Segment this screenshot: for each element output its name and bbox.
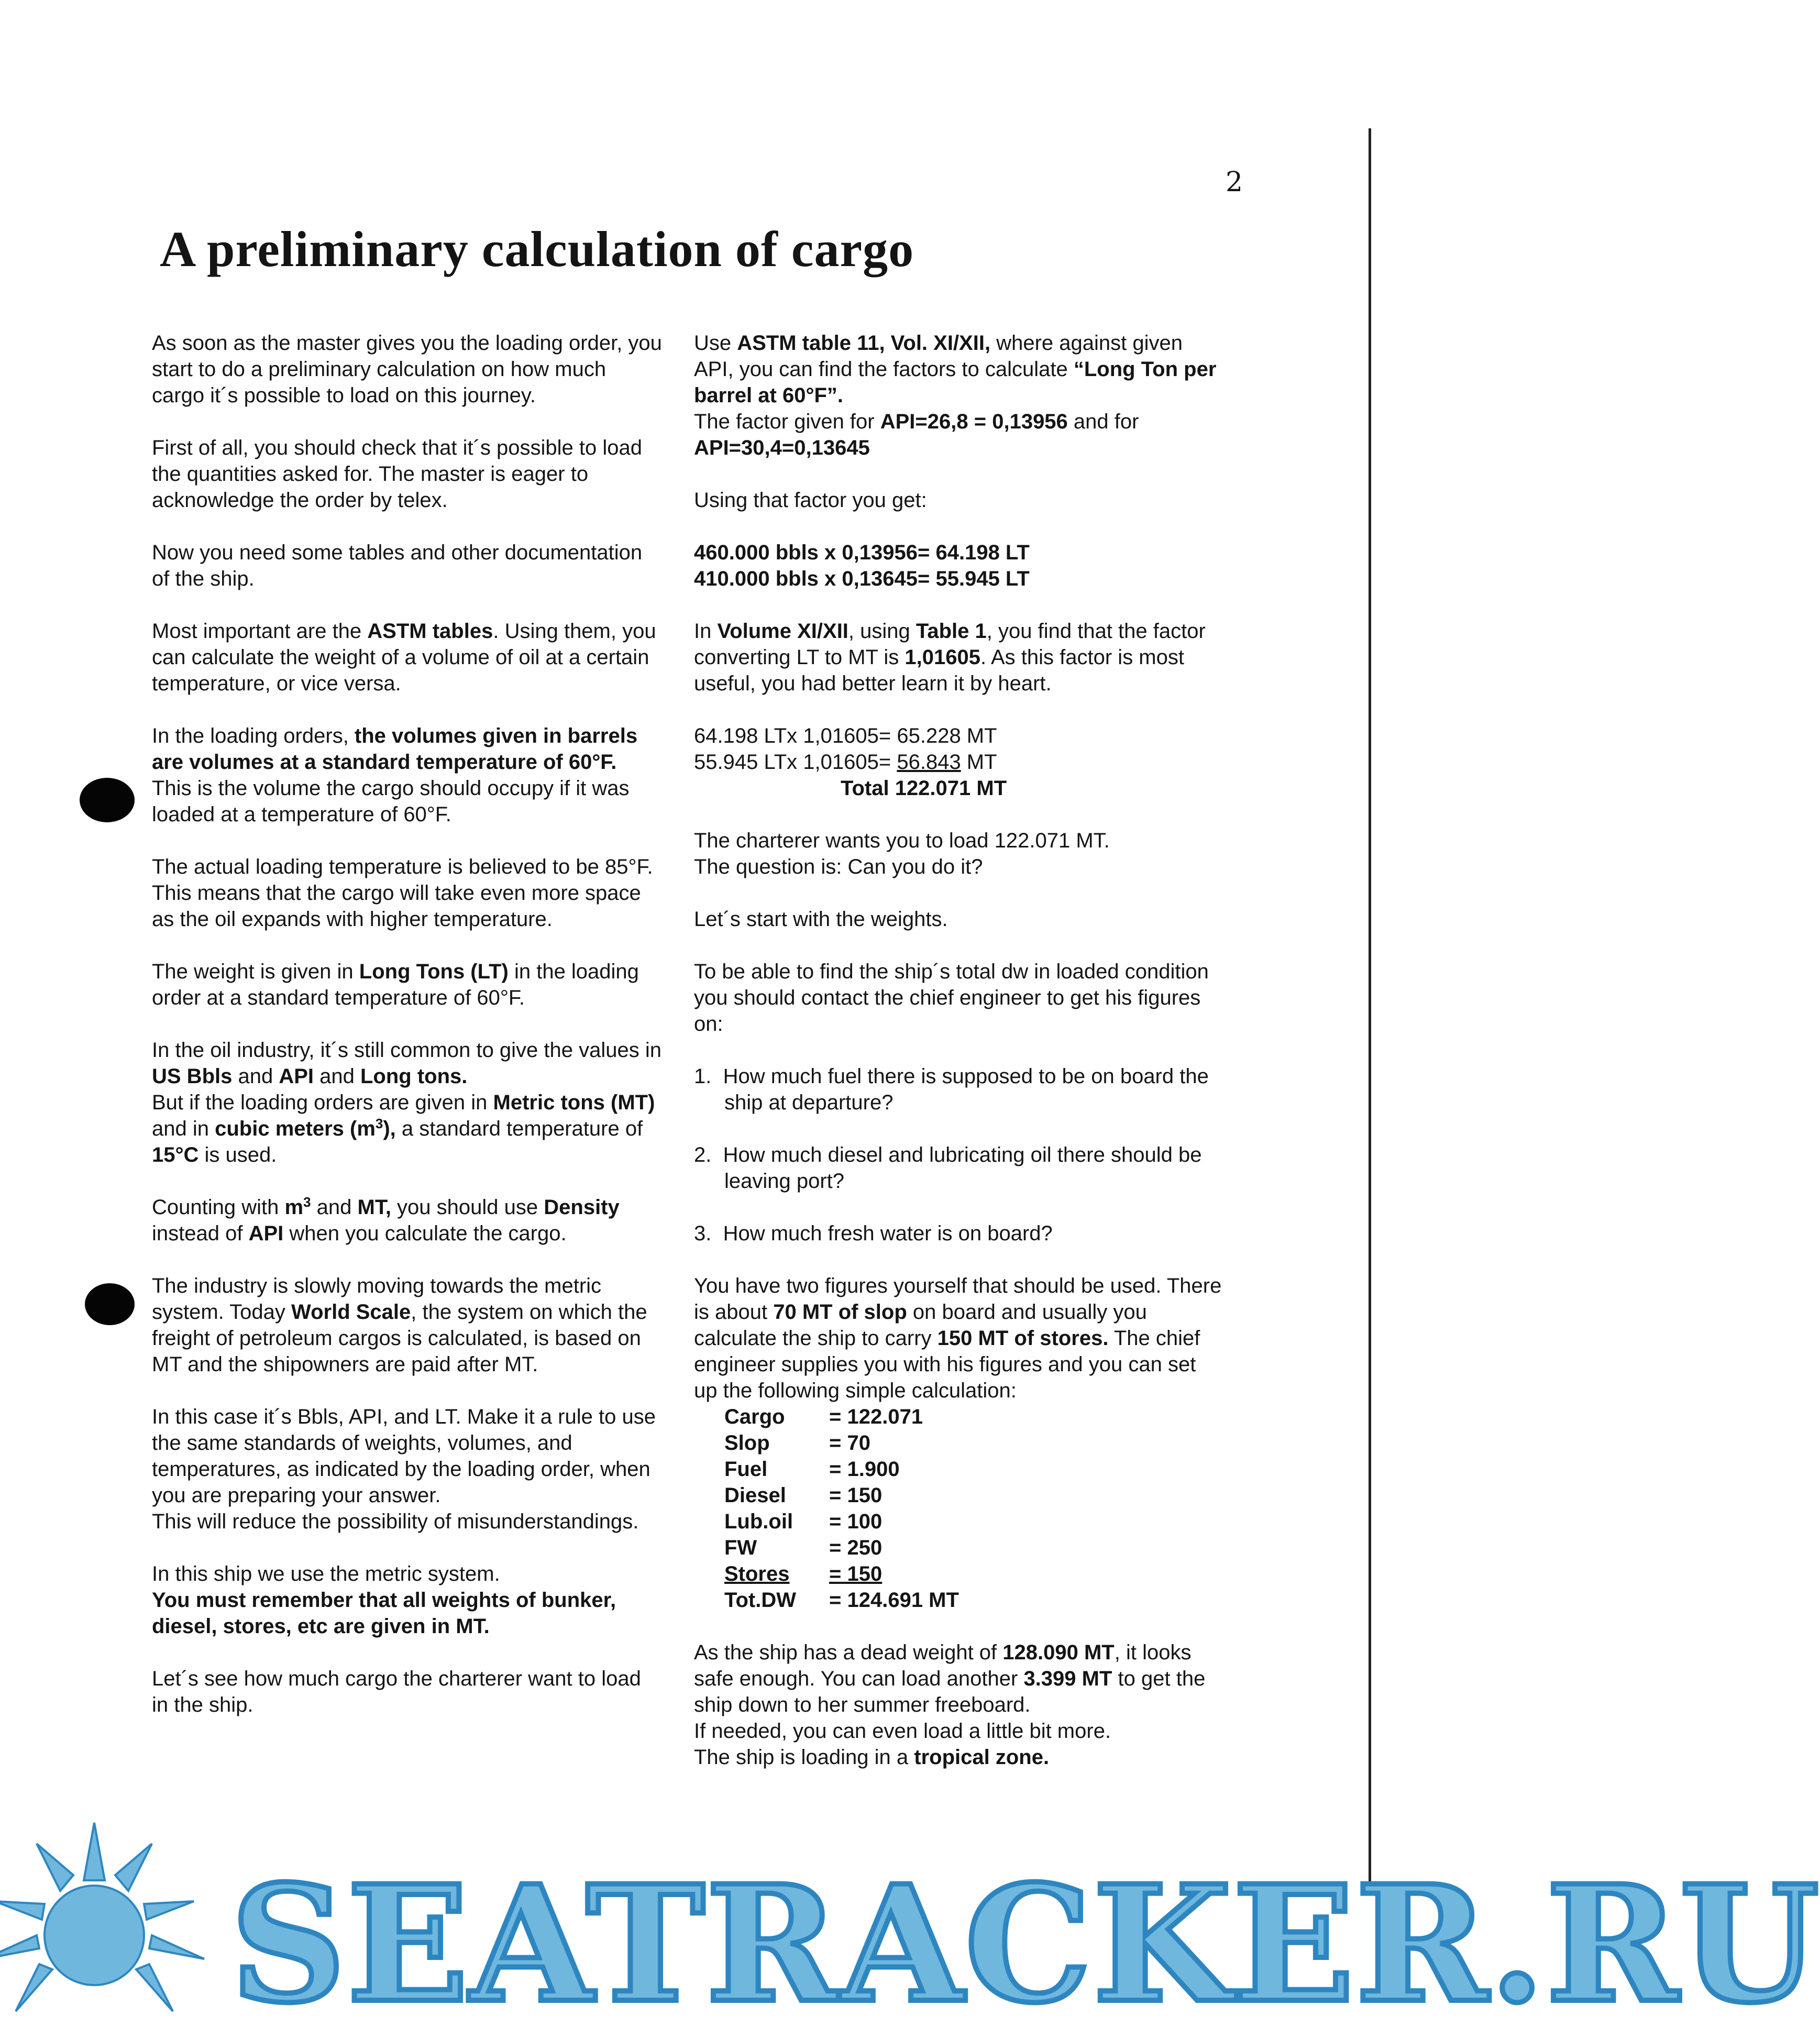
paragraph: You have two figures yourself that should be used. There is about 70 MT of slop on board and usually you calculate the ship to carry 150 MT of stores. The chief engineer supplies you with his figures and you can set up the following simple calculation:: [694, 1274, 1222, 1402]
table-row: Slop = 70: [724, 1431, 870, 1455]
conversion-block: 64.198 LTx 1,01605= 65.228 MT 55.945 LTx 1,01605= 56.843 MT Total 122.071 MT: [694, 723, 1223, 801]
table-row: Stores = 150: [724, 1562, 883, 1585]
table-row: Diesel = 150: [724, 1484, 883, 1507]
calculation-block: 460.000 bbls x 0,13956= 64.198 LT 410.000 bbls x 0,13645= 55.945 LT: [694, 541, 1030, 590]
paragraph: The actual loading temperature is believed to be 85°F. This means that the cargo will take even more space as the oil expands with higher temperature.: [152, 855, 653, 931]
page-number: 2: [1226, 167, 1243, 198]
table-row: Cargo = 122.071: [724, 1405, 923, 1428]
right-column: [694, 330, 1223, 1797]
punch-hole-mark-lower: [85, 1283, 135, 1325]
table-row: Lub.oil = 100: [724, 1510, 883, 1533]
list-item: 2. How much diesel and lubricating oil there should be leaving port?: [694, 1143, 1202, 1193]
paragraph: Using that factor you get:: [694, 489, 927, 512]
paragraph: In Volume XI/XII, using Table 1, you find that the factor converting LT to MT is 1,01605. As this factor is most useful, you had better learn it by heart.: [694, 620, 1206, 695]
list-item: 3. How much fresh water is on board?: [694, 1222, 1053, 1245]
margin-rule: [1369, 128, 1371, 1893]
table-row: Fuel = 1.900: [724, 1458, 900, 1481]
paragraph: First of all, you should check that it´s possible to load the quantities asked for. The master is eager to acknowledge the order by telex.: [152, 436, 643, 512]
paragraph: Use ASTM table 11, Vol. XI/XII, where against given API, you can find the factors to calculate “Long Ton per barrel at 60°F”. The factor given for API=26,8 = 0,13956 and for API=30,4=0,13645: [694, 332, 1217, 459]
paragraph: In this ship we use the metric system. You must remember that all weights of bunker, diesel, stores, etc are given in MT.: [152, 1562, 616, 1638]
paragraph: Counting with $m^3$ and MT, you should use Density instead of API when you calculate the cargo.: [152, 1194, 620, 1245]
paragraph: Let´s see how much cargo the charterer want to load in the ship.: [152, 1667, 641, 1716]
conversion-total: Total 122.071 MT: [841, 777, 1007, 800]
paragraph: The industry is slowly moving towards the metric system. Today World Scale, the system on which the freight of petroleum cargos is calculated, is based on MT and the shipowners are paid after MT.: [152, 1274, 647, 1376]
paragraph: The charterer wants you to load 122.071 MT. The question is: Can you do it?: [694, 829, 1110, 878]
sun-icon: [45, 1886, 144, 1985]
table-row: Tot.DW = 124.691 MT: [724, 1589, 959, 1612]
question-list: [694, 1063, 1223, 1247]
paragraph: In the oil industry, it´s still common to give the values in US Bbls and API and Long tons. But if the loading orders are given in Metric tons (MT) and in cubic meters $(m^3)$, a standard temperature of 15°C is used.: [152, 1039, 662, 1166]
watermark-text: SEATRACKER.RU: [230, 1850, 1820, 2038]
paragraph: As soon as the master gives you the loading order, you start to do a preliminary calculation on how much cargo it´s possible to load on this journey.: [152, 332, 662, 407]
paragraph: Most important are the ASTM tables. Using them, you can calculate the weight of a volume of oil at a certain temperature, or vice versa.: [152, 620, 656, 695]
punch-hole-mark-upper: [80, 778, 135, 822]
left-column: [152, 330, 663, 1744]
paragraph: The weight is given in Long Tons (LT) in the loading order at a standard temperature of 60°F.: [152, 960, 639, 1009]
list-item: 1. How much fuel there is supposed to be on board the ship at departure?: [694, 1065, 1209, 1114]
paragraph: In this case it´s Bbls, API, and LT. Make it a rule to use the same standards of weights, volumes, and temperatures, as indicated by the loading order, when you are preparing your answer. This will reduce the possibility of misunderstandings.: [152, 1405, 656, 1533]
deadweight-table: [724, 1404, 959, 1613]
paragraph: To be able to find the ship´s total dw in loaded condition you should contact the chief engineer to get his figures on:: [694, 960, 1209, 1035]
paragraph: Now you need some tables and other documentation of the ship.: [152, 541, 643, 590]
paragraph: Let´s start with the weights.: [694, 908, 948, 931]
page-title: A preliminary calculation of cargo: [160, 221, 914, 277]
table-row: FW = 250: [724, 1536, 883, 1559]
paragraph: In the loading orders, the volumes given in barrels are volumes at a standard temperature of 60°F. This is the volume the cargo should occupy if it was loaded at a temperature of 60°F.: [152, 724, 638, 826]
paragraph: As the ship has a dead weight of 128.090 MT, it looks safe enough. You can load another 3.399 MT to get the ship down to her summer freeboard. If needed, you can even load a little bit more. The ship is loading in a tropical zone.: [694, 1641, 1206, 1769]
